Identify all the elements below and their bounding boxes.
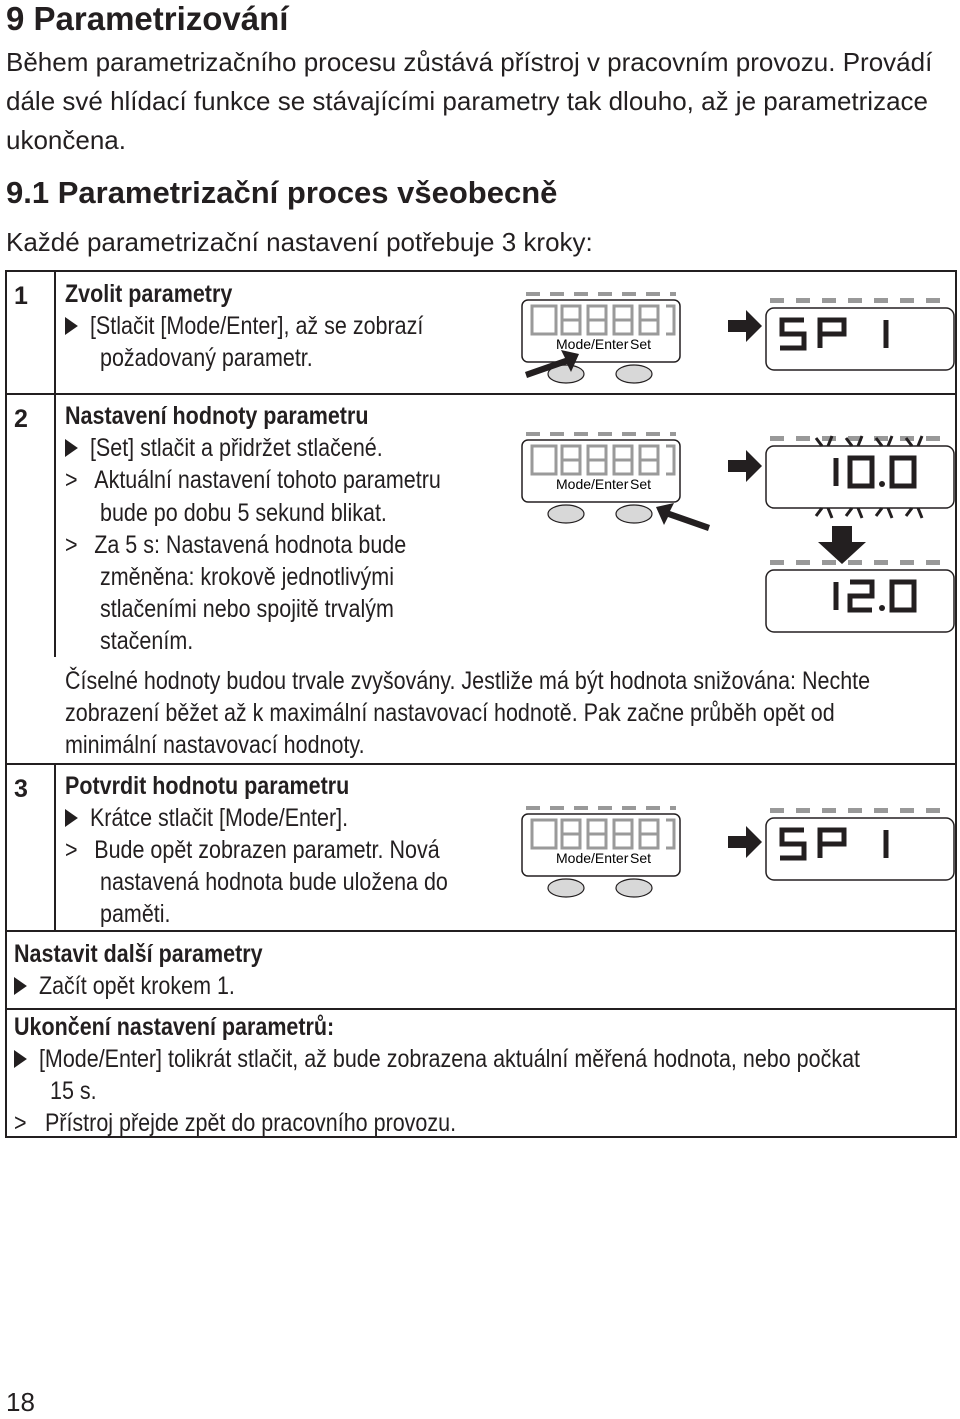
action-line-cont: požadovaný parametr. [100,344,313,372]
section-heading: 9 Parametrizování [6,0,289,37]
display-sp1 [766,298,954,370]
right-arrow-icon [728,450,762,482]
device-panel [522,432,680,523]
more-title: Nastavit další parametry [14,940,263,968]
right-arrow-icon [728,826,762,858]
mode-enter-label: Mode/Enter [556,850,629,866]
result-line: > Přístroj přejde zpět do pracovního provozu. [14,1109,457,1137]
result-line: > Aktuální nastavení tohoto parametru [65,466,441,494]
result-line-cont: bude po dobu 5 sekund blikat. [100,499,387,527]
result-line: > Za 5 s: Nastavená hodnota bude [65,531,407,559]
action-line: [Set] stlačit a přidržet stlačené. [65,432,383,465]
mode-enter-label: Mode/Enter [556,476,629,492]
down-arrow-icon [818,526,866,564]
set-label: Set [630,476,652,492]
device-panel [522,806,680,897]
step-title: Zvolit parametry [65,280,233,308]
note-line-3: minimální nastavovací hodnoty. [65,731,365,759]
result-line-cont: nastavená hodnota bude uložena do [100,868,448,896]
action-line: [Mode/Enter] tolikrát stlačit, až bude zobrazena aktuální měřená hodnota, nebo počkat [14,1043,860,1076]
finger-arrow-icon [656,503,710,531]
step-number: 3 [14,775,28,803]
action-line: [Stlačit [Mode/Enter], až se zobrazí [65,310,423,343]
display-sp1 [766,808,954,880]
display-blinking [766,436,954,518]
lead-text: Každé parametrizační nastavení potřebuje 3 kroky: [6,227,593,257]
step-title: Potvrdit hodnotu parametru [65,772,350,800]
action-line-cont: 15 s. [50,1077,97,1105]
display-new-value [766,560,954,632]
note-line-2: zobrazení běžet až k maximální nastavovací hodnotě. Pak začne průběh opět od [65,699,835,727]
set-label: Set [630,336,652,352]
step-title: Nastavení hodnoty parametru [65,402,369,430]
right-arrow-icon [728,310,762,342]
mode-enter-label: Mode/Enter [556,336,629,352]
intro-line-1: Během parametrizačního procesu zůstává přístroj v pracovním provozu. Provádí [6,47,933,77]
action-line: Začít opět krokem 1. [14,970,235,1003]
result-line-cont: stačením. [100,627,194,655]
subsection-heading: 9.1 Parametrizační proces všeobecně [6,175,558,210]
finish-title: Ukončení nastavení parametrů: [14,1013,335,1041]
page-number: 18 [6,1387,35,1417]
result-line: > Bude opět zobrazen parametr. Nová [65,836,440,864]
action-line: Krátce stlačit [Mode/Enter]. [65,802,348,835]
result-line-cont: stlačeními nebo spojitě trvalým [100,595,394,623]
intro-line-3: ukončena. [6,125,126,155]
intro-line-2: dále své hlídací funkce se stávajícími parametry tak dlouho, až je parametrizace [6,86,928,116]
note-line-1: Číselné hodnoty budou trvale zvyšovány. Jestliže má být hodnota snižována: Nechte [65,667,871,695]
result-line-cont: změněna: krokově jednotlivými [100,563,394,591]
result-line-cont: paměti. [100,900,171,928]
step-number: 1 [14,282,28,310]
set-label: Set [630,850,652,866]
step-number: 2 [14,405,28,433]
